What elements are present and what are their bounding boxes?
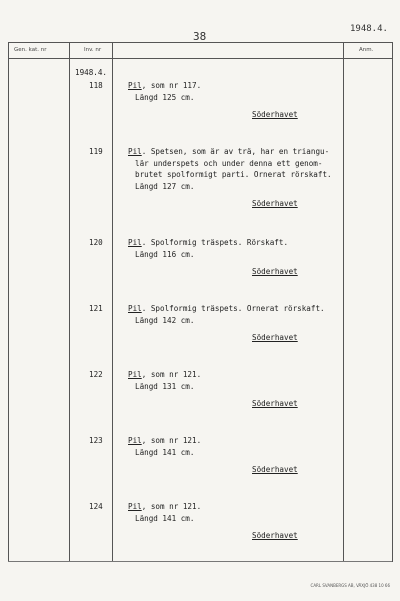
entry-number: 121 (89, 304, 103, 313)
entry-line: Längd 141 cm. (135, 447, 195, 457)
entry-number: 120 (89, 238, 103, 247)
entry-name: Pil (128, 502, 142, 511)
header-top-rule (8, 42, 392, 43)
entry-number: 124 (89, 502, 103, 511)
entry-line: Längd 125 cm. (135, 92, 195, 102)
printer-imprint: CARL SVANBERGS AB, VÄXJÖ 438 10 66 (310, 583, 390, 588)
entry-number: 118 (89, 81, 103, 90)
entry-name: Pil (128, 304, 142, 313)
entry-text: , som nr 121. (141, 502, 202, 511)
entry-location: Söderhavet (252, 531, 298, 540)
entry-line: brutet spolformigt parti. Ornerat rörskaft. (135, 170, 332, 179)
entry-line (128, 435, 201, 447)
col-rule (69, 42, 70, 562)
entry-line (128, 80, 201, 92)
entry-line (128, 303, 325, 315)
entry-line: Längd 127 cm. (135, 181, 195, 191)
col-rule (112, 42, 113, 562)
entry-line (128, 237, 288, 249)
entry-number: 122 (89, 370, 103, 379)
entry-location: Söderhavet (252, 399, 298, 408)
entry-text: . Spolformig träspets. Ornerat rörskaft. (141, 304, 325, 313)
entry-name: Pil (128, 436, 142, 445)
col-rule (392, 42, 393, 562)
entry-text: , som nr 117. (141, 81, 202, 90)
entry-name: Pil (128, 147, 142, 156)
entry-text: , som nr 121. (141, 370, 202, 379)
accession-top: 1948.4. (350, 24, 388, 34)
entry-line (128, 146, 329, 158)
entry-location: Söderhavet (252, 199, 298, 208)
col-rule (343, 42, 344, 562)
entry-location: Söderhavet (252, 267, 298, 276)
entry-name: Pil (128, 370, 142, 379)
entry-line (128, 369, 201, 381)
footer-rule (8, 561, 392, 562)
header-bottom-rule (8, 58, 392, 59)
page-number: 38 (193, 30, 207, 43)
entry-number: 123 (89, 436, 103, 445)
column-gen-kat-nr: Gen. kat. nr (14, 47, 47, 53)
column-inv-nr: Inv. nr (84, 47, 102, 53)
entry-line (128, 501, 201, 513)
entry-text: . Spolformig träspets. Rörskaft. (141, 238, 289, 247)
entry-line: Längd 131 cm. (135, 381, 195, 391)
entry-text: , som nr 121. (141, 436, 202, 445)
entry-location: Söderhavet (252, 333, 298, 342)
year-heading: 1948.4. (75, 68, 108, 77)
entry-name: Pil (128, 81, 142, 90)
entry-name: Pil (128, 238, 142, 247)
entry-location: Söderhavet (252, 465, 298, 474)
entry-line: lär underspets och under denna ett genom- (135, 158, 323, 168)
col-rule (8, 42, 9, 562)
entry-number: 119 (89, 147, 103, 156)
entry-line: Längd 116 cm. (135, 249, 195, 259)
entry-line: Längd 141 cm. (135, 513, 195, 523)
column-anm: Anm. (359, 47, 374, 53)
entry-location: Söderhavet (252, 110, 298, 119)
entry-line: Längd 142 cm. (135, 315, 195, 325)
entry-text: . Spetsen, som är av trä, har en triangu- (141, 147, 330, 156)
